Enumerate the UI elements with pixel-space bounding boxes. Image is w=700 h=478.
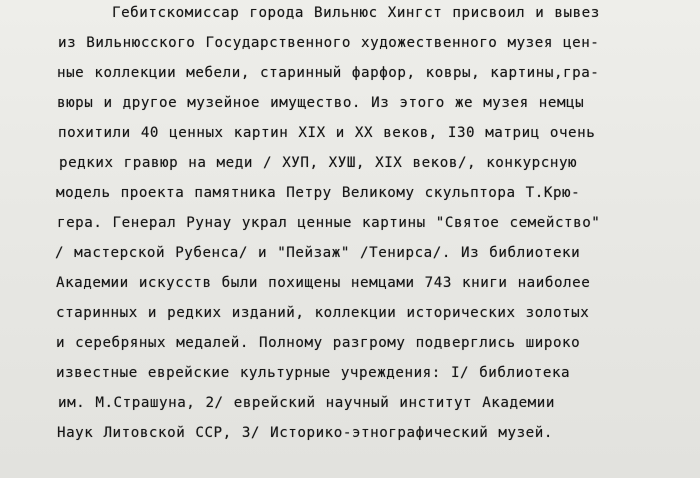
text-line-6: редких гравюр на меди / ХУП, ХУШ, XIX веков/, конкурсную: [59, 155, 578, 171]
text-line-12: и серебряных медалей. Полному разгрому подверглись широко: [56, 335, 581, 351]
text-line-9: / мастерской Рубенса/ и "Пейзаж" /Тенирса/. Из библиотеки: [55, 245, 581, 261]
text-line-1: Гебитскомиссар города Вильнюс Хингст присвоил и вывез: [112, 5, 600, 21]
text-line-15: Наук Литовской ССР, 3/ Историко-этнографический музей.: [57, 425, 553, 441]
text-line-14: им. М.Страшуна, 2/ еврейский научный институт Академии: [58, 395, 555, 411]
text-line-11: старинных и редких изданий, коллекции исторических золотых: [56, 305, 590, 321]
text-line-8: гера. Генерал Рунау украл ценные картины "Святое семейство": [57, 215, 601, 231]
text-line-10: Академии искусств были похищены немцами 743 книги наиболее: [56, 275, 591, 291]
text-line-5: похитили 40 ценных картин XIX и XX веков, I30 матриц очень: [58, 125, 596, 141]
text-line-4: вюры и другое музейное имущество. Из этого же музея немцы: [57, 95, 585, 111]
text-line-3: ные коллекции мебели, старинный фарфор, ковры, картины,гра-: [57, 65, 600, 81]
text-line-13: известные еврейские культурные учреждения: I/ библиотека: [56, 365, 571, 381]
text-line-2: из Вильнюсского Государственного художественного музея цен-: [58, 35, 600, 51]
text-line-7: модель проекта памятника Петру Великому скульптора Т.Крю-: [56, 185, 581, 201]
